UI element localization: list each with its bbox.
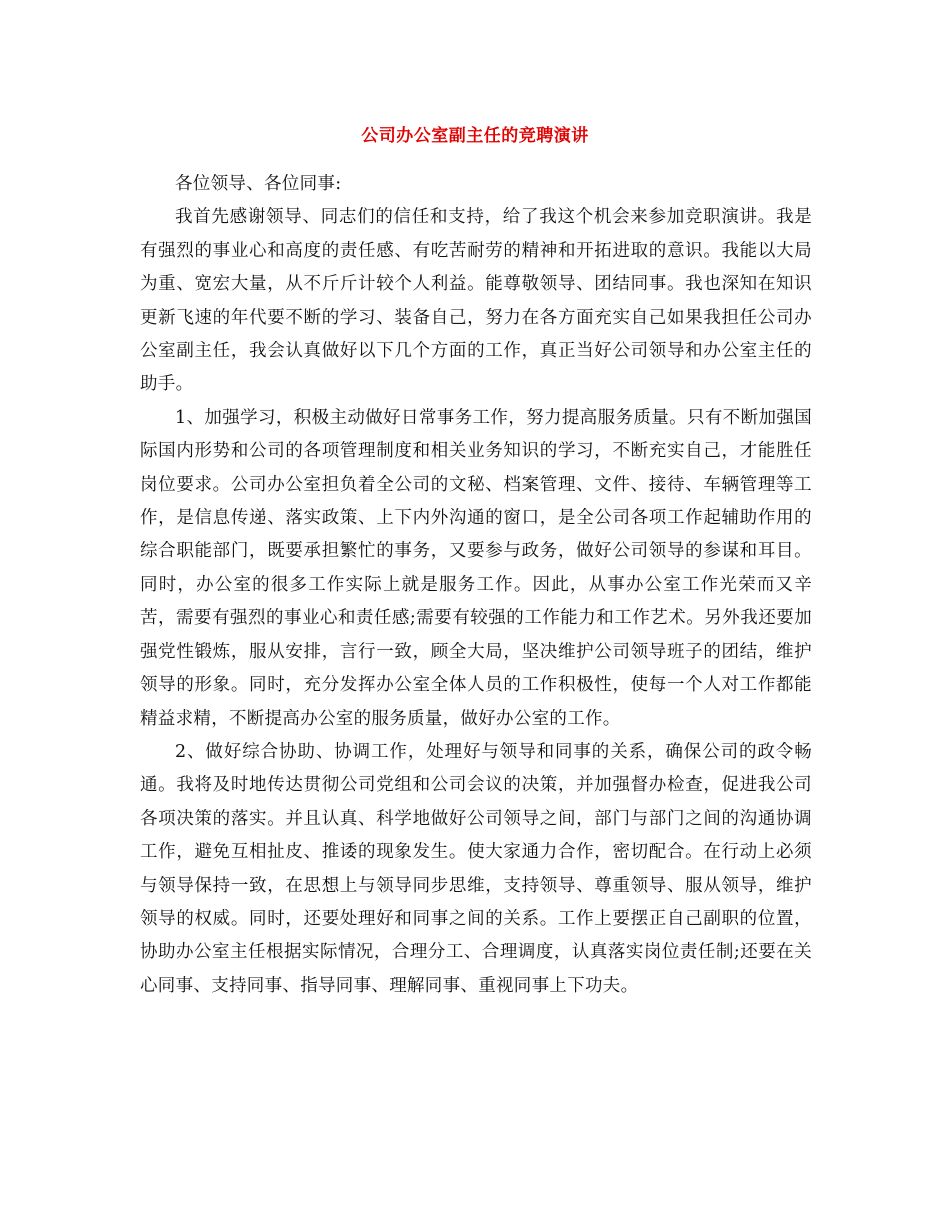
salutation: 各位领导、各位同事: [175, 174, 342, 194]
paragraph-point-1: 1、加强学习，积极主动做好日常事务工作，努力提高服务质量。只有不断加强国际国内形势和公司的各项管理制度和相关业务知识的学习，不断充实自己，才能胜任岗位要求。公司办公室担负着全公司的文秘、档案管理、文件、接待、车辆管理等工作，是信息传递、落实政策、上下内外沟通的窗口，是全公司各项工作起辅助作用的综合职能部门，既要承担繁忙的事务，又要参与政务，做好公司领导的参谋和耳目。同时，办公室的很多工作实际上就是服务工作。因此，从事办公室工作光荣而又辛苦，需要有强烈的事业心和责任感;需要有较强的工作能力和工作艺术。另外我还要加强党性锻炼，服从安排，言行一致，顾全大局，坚决维护公司领导班子的团结，维护领导的形象。同时，充分发挥办公室全体人员的工作积极性，使每一个人对工作都能精益求精，不断提高办公室的服务质量，做好办公室的工作。 [140, 407, 812, 729]
paragraph-intro: 我首先感谢领导、同志们的信任和支持，给了我这个机会来参加竞职演讲。我是有强烈的事业心和高度的责任感、有吃苦耐劳的精神和开拓进取的意识。我能以大局为重、宽宏大量，从不斤斤计较个人利益。能尊敬领导、团结同事。我也深知在知识更新飞速的年代要不断的学习、装备自己，努力在各方面充实自己如果我担任公司办公室副主任，我会认真做好以下几个方面的工作，真正当好公司领导和办公室主任的助手。 [140, 207, 812, 395]
paragraph-point-2: 2、做好综合协助、协调工作，处理好与领导和同事的关系，确保公司的政令畅通。我将及时地传达贯彻公司党组和公司会议的决策，并加强督办检查，促进我公司各项决策的落实。并且认真、科学地做好公司领导之间，部门与部门之间的沟通协调工作，避免互相扯皮、推诿的现象发生。使大家通力合作，密切配合。在行动上必须与领导保持一致，在思想上与领导同步思维，支持领导、尊重领导、服从领导，维护领导的权威。同时，还要处理好和同事之间的关系。工作上要摆正自己副职的位置，协助办公室主任根据实际情况，合理分工、合理调度，认真落实岗位责任制;还要在关心同事、支持同事、指导同事、理解同事、重视同事上下功夫。 [140, 741, 812, 996]
document-body [140, 168, 812, 1003]
document-title: 公司办公室副主任的竞聘演讲 [361, 126, 589, 146]
